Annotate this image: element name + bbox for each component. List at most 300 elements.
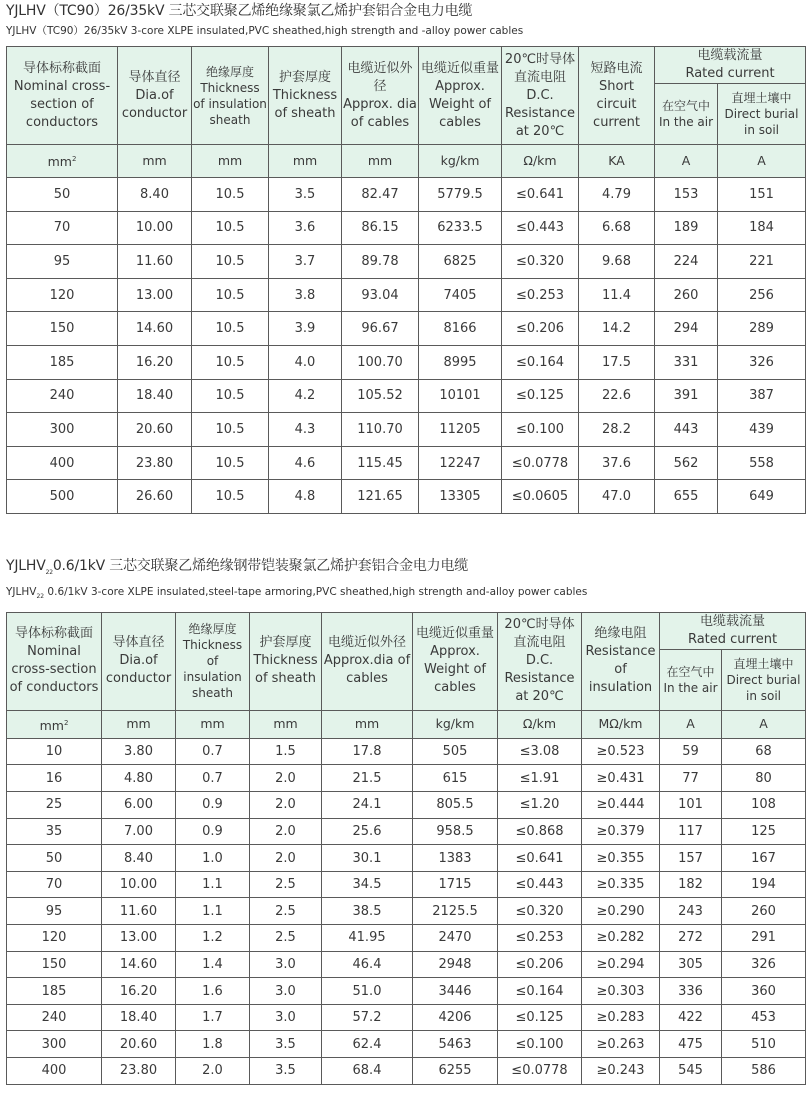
table-cell: 291: [722, 925, 806, 952]
table-cell: 2.5: [250, 871, 322, 898]
table-cell: 400: [7, 446, 118, 480]
table-cell: 17.8: [322, 738, 413, 765]
table-cell: 1.7: [176, 1004, 250, 1031]
table-row: [7, 898, 806, 925]
table-cell: 3.6: [269, 211, 342, 245]
table-row: [7, 925, 806, 952]
table-cell: 3.5: [269, 178, 342, 212]
table-cell: 105.52: [342, 379, 419, 413]
table-cell: ≥0.335: [582, 871, 660, 898]
header-resistance: 20℃时导体直流电阻 D.C. Resistance at 20℃: [498, 612, 582, 710]
table-cell: 0.7: [176, 738, 250, 765]
header-nominal: 导体标称截面 Nominal cross-section of conductors: [7, 612, 102, 710]
table-cell: 2.0: [250, 792, 322, 819]
unit-cell: Ω/km: [502, 145, 579, 178]
table-cell: 16.20: [118, 345, 192, 379]
table-cell: 391: [655, 379, 718, 413]
table-cell: 12247: [419, 446, 502, 480]
table-cell: 86.15: [342, 211, 419, 245]
table-cell: ≤0.253: [502, 278, 579, 312]
header-rated-current: 电缆载流量 Rated current: [660, 612, 806, 649]
table-cell: 115.45: [342, 446, 419, 480]
header-resistance: 20℃时导体直流电阻 D.C. Resistance at 20℃: [502, 47, 579, 145]
table-cell: 305: [660, 951, 722, 978]
table-cell: 453: [722, 1004, 806, 1031]
table-cell: ≤0.125: [502, 379, 579, 413]
table-row: [7, 1004, 806, 1031]
table-cell: 10.5: [192, 211, 269, 245]
table-cell: 3.7: [269, 245, 342, 279]
table-cell: 8.40: [118, 178, 192, 212]
table-cell: 95: [7, 245, 118, 279]
table-cell: 150: [7, 951, 102, 978]
table-cell: 1.1: [176, 871, 250, 898]
table-cell: 38.5: [322, 898, 413, 925]
unit-cell: KA: [579, 145, 655, 178]
table2-title: $YJLHV_{22}0.6/1kV$ 三芯交联聚乙烯绝缘钢带铠装聚氯乙烯护套铝合金电力电缆: [6, 558, 469, 576]
table-cell: 387: [718, 379, 806, 413]
table-cell: 11.60: [118, 245, 192, 279]
section-yjlhv-tc90: [6, 3, 805, 514]
table-row: [7, 871, 806, 898]
table-cell: 4.80: [102, 765, 176, 792]
table-cell: 96.67: [342, 312, 419, 346]
unit-cell: mm: [176, 710, 250, 738]
table-cell: 93.04: [342, 278, 419, 312]
table-cell: ≥0.263: [582, 1031, 660, 1058]
table-cell: 16: [7, 765, 102, 792]
table-cell: 443: [655, 413, 718, 447]
table-cell: 13305: [419, 480, 502, 514]
table-row: [7, 978, 806, 1005]
table-cell: 108: [722, 792, 806, 819]
table-row: [7, 413, 806, 447]
header-in-soil: 直埋土壤中 Direct burial in soil: [722, 649, 806, 710]
table-cell: ≤0.206: [502, 312, 579, 346]
table-cell: ≤0.443: [502, 211, 579, 245]
table-cell: 439: [718, 413, 806, 447]
header-sheath: 护套厚度 Thickness of sheath: [269, 47, 342, 145]
table-cell: ≥0.294: [582, 951, 660, 978]
table-cell: 184: [718, 211, 806, 245]
table-cell: 400: [7, 1058, 102, 1085]
header-insulation: 绝缘厚度 Thickness of insulation sheath: [192, 47, 269, 145]
table-cell: 4.6: [269, 446, 342, 480]
table-cell: 14.2: [579, 312, 655, 346]
table-cell: 5779.5: [419, 178, 502, 212]
unit-cell: A: [718, 145, 806, 178]
table-row: [7, 379, 806, 413]
table-cell: 649: [718, 480, 806, 514]
table-cell: 153: [655, 178, 718, 212]
table-cell: 1.2: [176, 925, 250, 952]
table-cell: ≥0.523: [582, 738, 660, 765]
table-cell: 360: [722, 978, 806, 1005]
table-cell: 2.5: [250, 925, 322, 952]
table-cell: ≤0.206: [498, 951, 582, 978]
table-cell: 3.5: [250, 1058, 322, 1085]
table-row: [7, 345, 806, 379]
table-cell: 505: [413, 738, 498, 765]
table-row: [7, 738, 806, 765]
table-cell: 22.6: [579, 379, 655, 413]
table-cell: 260: [655, 278, 718, 312]
table-cell: 50: [7, 845, 102, 872]
header-insulation: 绝缘厚度 Thickness of insulation sheath: [176, 612, 250, 710]
unit-cell: $mm^2$: [7, 145, 118, 178]
table-cell: ≤0.641: [502, 178, 579, 212]
table-cell: ≤1.20: [498, 792, 582, 819]
table-cell: 95: [7, 898, 102, 925]
table-cell: 7405: [419, 278, 502, 312]
table-cell: 10.5: [192, 312, 269, 346]
table-cell: 2.5: [250, 898, 322, 925]
table-cell: 25.6: [322, 818, 413, 845]
units-row: [7, 710, 806, 738]
unit-cell: mm: [102, 710, 176, 738]
table-cell: 26.60: [118, 480, 192, 514]
unit-cell: kg/km: [419, 145, 502, 178]
table-cell: 7.00: [102, 818, 176, 845]
table-cell: ≤0.100: [502, 413, 579, 447]
table-cell: 8166: [419, 312, 502, 346]
header-in-soil: 直埋土壤中 Direct burial in soil: [718, 84, 806, 145]
table-cell: 20.60: [118, 413, 192, 447]
table-cell: ≤0.320: [498, 898, 582, 925]
table-cell: 57.2: [322, 1004, 413, 1031]
table-row: [7, 818, 806, 845]
table1-subtitle: YJLHV（TC90）26/35kV 3-core XLPE insulated,PVC sheathed,high strength and -alloy power cables: [6, 25, 524, 37]
table-cell: 3.5: [250, 1031, 322, 1058]
table-cell: ≥0.283: [582, 1004, 660, 1031]
table-cell: 1.4: [176, 951, 250, 978]
table-cell: 77: [660, 765, 722, 792]
table-cell: 41.95: [322, 925, 413, 952]
table-cell: 20.60: [102, 1031, 176, 1058]
table-cell: 1383: [413, 845, 498, 872]
table-cell: 68: [722, 738, 806, 765]
unit-cell: mm: [250, 710, 322, 738]
table-cell: 11.60: [102, 898, 176, 925]
table-cell: 50: [7, 178, 118, 212]
table-cell: 28.2: [579, 413, 655, 447]
table-cell: ≤0.320: [502, 245, 579, 279]
table-cell: 16.20: [102, 978, 176, 1005]
table-cell: 10.00: [118, 211, 192, 245]
table-row: [7, 178, 806, 212]
table-cell: 4.79: [579, 178, 655, 212]
table-cell: 294: [655, 312, 718, 346]
table-cell: 110.70: [342, 413, 419, 447]
table-cell: 6.68: [579, 211, 655, 245]
table-cell: 300: [7, 1031, 102, 1058]
table-cell: 3.9: [269, 312, 342, 346]
table-cell: 25: [7, 792, 102, 819]
table-cell: 5463: [413, 1031, 498, 1058]
table-cell: ≤0.100: [498, 1031, 582, 1058]
table-cell: 117: [660, 818, 722, 845]
table-cell: 3.0: [250, 951, 322, 978]
header-sheath: 护套厚度 Thickness of sheath: [250, 612, 322, 710]
table-cell: 34.5: [322, 871, 413, 898]
table-cell: 10.5: [192, 446, 269, 480]
header-dia: 导体直径 Dia.of conductor: [118, 47, 192, 145]
table-cell: 331: [655, 345, 718, 379]
header-weight: 电缆近似重量 Approx. Weight of cables: [413, 612, 498, 710]
table-cell: 194: [722, 871, 806, 898]
table-cell: 243: [660, 898, 722, 925]
table-cell: 62.4: [322, 1031, 413, 1058]
table-row: [7, 278, 806, 312]
table-cell: 958.5: [413, 818, 498, 845]
table-cell: 68.4: [322, 1058, 413, 1085]
table-cell: 10.00: [102, 871, 176, 898]
unit-cell: MΩ/km: [582, 710, 660, 738]
table-cell: 1.6: [176, 978, 250, 1005]
table-cell: 2470: [413, 925, 498, 952]
table-cell: 11205: [419, 413, 502, 447]
table-cell: 1.8: [176, 1031, 250, 1058]
table-row: [7, 845, 806, 872]
table-cell: ≥0.303: [582, 978, 660, 1005]
table-cell: 30.1: [322, 845, 413, 872]
table-cell: 1.0: [176, 845, 250, 872]
table-cell: 224: [655, 245, 718, 279]
table-cell: 185: [7, 345, 118, 379]
header-weight: 电缆近似重量 Approx. Weight of cables: [419, 47, 502, 145]
header-outer-dia: 电缆近似外径 Approx.dia of cables: [322, 612, 413, 710]
unit-cell: mm: [269, 145, 342, 178]
table-cell: 182: [660, 871, 722, 898]
table-cell: ≤0.164: [502, 345, 579, 379]
table-cell: 120: [7, 278, 118, 312]
table-cell: ≤0.443: [498, 871, 582, 898]
table-cell: ≤0.641: [498, 845, 582, 872]
table-cell: 70: [7, 871, 102, 898]
table-cell: 2.0: [250, 818, 322, 845]
table-cell: 8.40: [102, 845, 176, 872]
table-cell: 326: [722, 951, 806, 978]
table-cell: ≤0.253: [498, 925, 582, 952]
table1: [6, 46, 806, 514]
table2-body: [7, 738, 806, 1084]
header-short-circuit: 短路电流 Short circuit current: [579, 47, 655, 145]
table-cell: 18.40: [118, 379, 192, 413]
table-cell: 14.60: [118, 312, 192, 346]
table-cell: 558: [718, 446, 806, 480]
table1-title: YJLHV（TC90）26/35kV 三芯交联聚乙烯绝缘聚氯乙烯护套铝合金电力电缆: [6, 3, 473, 19]
table-cell: 51.0: [322, 978, 413, 1005]
header-rated-current: 电缆载流量 Rated current: [655, 47, 806, 84]
header-insulation-resistance: 绝缘电阻 Resistance of insulation: [582, 612, 660, 710]
header-in-air: 在空气中 In the air: [655, 84, 718, 145]
header-outer-dia: 电缆近似外径 Approx. dia of cables: [342, 47, 419, 145]
table-cell: 59: [660, 738, 722, 765]
table-cell: 3.80: [102, 738, 176, 765]
table-cell: 0.9: [176, 792, 250, 819]
units-row: [7, 145, 806, 178]
unit-cell: mm: [322, 710, 413, 738]
table-cell: 151: [718, 178, 806, 212]
table-cell: 1715: [413, 871, 498, 898]
table-cell: 70: [7, 211, 118, 245]
table-cell: 500: [7, 480, 118, 514]
unit-cell: mm: [342, 145, 419, 178]
table2-subtitle: $YJLHV_{22}$ 0.6/1kV 3-core XLPE insulated,steel-tape armoring,PVC sheathed,high strength and-alloy power cables: [6, 585, 588, 600]
unit-cell: mm: [118, 145, 192, 178]
table-cell: 17.5: [579, 345, 655, 379]
table-cell: 10.5: [192, 178, 269, 212]
table1-body: [7, 178, 806, 514]
table-cell: 9.68: [579, 245, 655, 279]
table-cell: 10101: [419, 379, 502, 413]
table-cell: 24.1: [322, 792, 413, 819]
table-row: [7, 211, 806, 245]
table-row: [7, 951, 806, 978]
table2: [6, 612, 806, 1085]
header-nominal: 导体标称截面 Nominal cross-section of conductors: [7, 47, 118, 145]
table-cell: 167: [722, 845, 806, 872]
table-cell: 8995: [419, 345, 502, 379]
table-cell: 37.6: [579, 446, 655, 480]
unit-cell: $mm^2$: [7, 710, 102, 738]
table-cell: 260: [722, 898, 806, 925]
table-cell: 35: [7, 818, 102, 845]
table-cell: 240: [7, 1004, 102, 1031]
table-cell: 10: [7, 738, 102, 765]
table-cell: 185: [7, 978, 102, 1005]
table-row: [7, 765, 806, 792]
table-cell: ≤1.91: [498, 765, 582, 792]
table-cell: 4206: [413, 1004, 498, 1031]
table-cell: 256: [718, 278, 806, 312]
table-cell: 1.5: [250, 738, 322, 765]
table-cell: 10.5: [192, 278, 269, 312]
table-cell: ≥0.290: [582, 898, 660, 925]
table-cell: 326: [718, 345, 806, 379]
table-row: [7, 480, 806, 514]
table-cell: 586: [722, 1058, 806, 1085]
table-cell: 13.00: [102, 925, 176, 952]
table-cell: 4.3: [269, 413, 342, 447]
table-cell: 221: [718, 245, 806, 279]
table-cell: 289: [718, 312, 806, 346]
table-cell: 2125.5: [413, 898, 498, 925]
header-in-air: 在空气中 In the air: [660, 649, 722, 710]
table-cell: 240: [7, 379, 118, 413]
table-cell: 100.70: [342, 345, 419, 379]
table-cell: 4.8: [269, 480, 342, 514]
table-cell: 23.80: [102, 1058, 176, 1085]
table-cell: 23.80: [118, 446, 192, 480]
table-cell: ≥0.282: [582, 925, 660, 952]
table-cell: ≤0.0605: [502, 480, 579, 514]
table-row: [7, 1058, 806, 1085]
table-cell: 46.4: [322, 951, 413, 978]
unit-cell: kg/km: [413, 710, 498, 738]
table-cell: 300: [7, 413, 118, 447]
table-row: [7, 792, 806, 819]
table-cell: 101: [660, 792, 722, 819]
table-cell: 121.65: [342, 480, 419, 514]
table-cell: 2.0: [176, 1058, 250, 1085]
table-row: [7, 1031, 806, 1058]
table-cell: 10.5: [192, 379, 269, 413]
table-cell: 2.0: [250, 765, 322, 792]
table-cell: 21.5: [322, 765, 413, 792]
table-cell: 11.4: [579, 278, 655, 312]
table-cell: 655: [655, 480, 718, 514]
table-cell: 422: [660, 1004, 722, 1031]
table-cell: 10.5: [192, 345, 269, 379]
table-cell: 6.00: [102, 792, 176, 819]
table-cell: ≤3.08: [498, 738, 582, 765]
section-yjlhv22: [6, 558, 805, 1085]
table-cell: 47.0: [579, 480, 655, 514]
table-cell: ≥0.379: [582, 818, 660, 845]
unit-cell: A: [660, 710, 722, 738]
table-cell: 272: [660, 925, 722, 952]
table-cell: ≤0.868: [498, 818, 582, 845]
table-cell: ≥0.444: [582, 792, 660, 819]
table-cell: 189: [655, 211, 718, 245]
table-cell: 475: [660, 1031, 722, 1058]
table-cell: ≥0.355: [582, 845, 660, 872]
table-cell: 1.1: [176, 898, 250, 925]
table-cell: 157: [660, 845, 722, 872]
table-cell: 80: [722, 765, 806, 792]
table-cell: 615: [413, 765, 498, 792]
table-cell: 10.5: [192, 413, 269, 447]
table-cell: 0.9: [176, 818, 250, 845]
table-cell: 0.7: [176, 765, 250, 792]
table-cell: 6233.5: [419, 211, 502, 245]
unit-cell: Ω/km: [498, 710, 582, 738]
table-cell: 10.5: [192, 245, 269, 279]
table-cell: 14.60: [102, 951, 176, 978]
table-cell: 3.0: [250, 1004, 322, 1031]
table-cell: 3.8: [269, 278, 342, 312]
unit-cell: mm: [192, 145, 269, 178]
table-cell: 10.5: [192, 480, 269, 514]
table-cell: 510: [722, 1031, 806, 1058]
table-cell: 562: [655, 446, 718, 480]
table-cell: ≥0.431: [582, 765, 660, 792]
table-row: [7, 312, 806, 346]
table-cell: 13.00: [118, 278, 192, 312]
table-cell: 4.2: [269, 379, 342, 413]
table-cell: 3.0: [250, 978, 322, 1005]
table-cell: ≤0.0778: [498, 1058, 582, 1085]
table-row: [7, 245, 806, 279]
header-dia: 导体直径 Dia.of conductor: [102, 612, 176, 710]
table-cell: 120: [7, 925, 102, 952]
table-cell: 3446: [413, 978, 498, 1005]
table-cell: ≤0.0778: [502, 446, 579, 480]
unit-cell: A: [722, 710, 806, 738]
table-cell: 18.40: [102, 1004, 176, 1031]
table-cell: 805.5: [413, 792, 498, 819]
table-cell: 545: [660, 1058, 722, 1085]
table-cell: ≥0.243: [582, 1058, 660, 1085]
unit-cell: A: [655, 145, 718, 178]
table-cell: 82.47: [342, 178, 419, 212]
table-cell: 336: [660, 978, 722, 1005]
table-row: [7, 446, 806, 480]
table-cell: 2948: [413, 951, 498, 978]
table-cell: 150: [7, 312, 118, 346]
table-cell: 89.78: [342, 245, 419, 279]
